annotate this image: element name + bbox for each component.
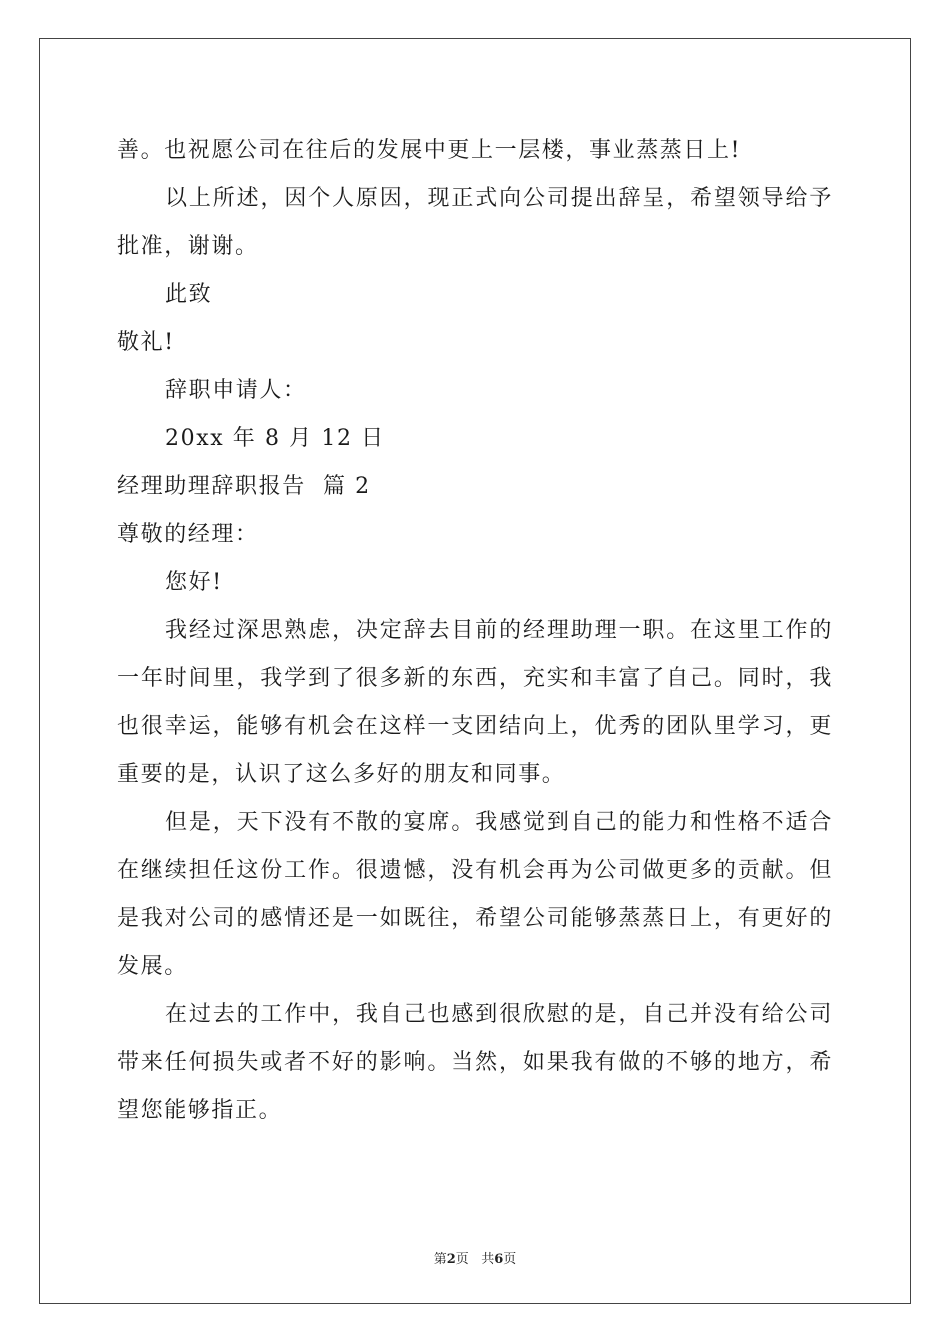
document-body (117, 127, 833, 1135)
section-title: 经理助理辞职报告 篇 2 (117, 474, 371, 499)
paragraph-request-approval: 以上所述，因个人原因，现正式向公司提出辞呈，希望领导给予批准，谢谢。 (117, 186, 833, 259)
date-line: 20xx 年 8 月 12 日 (165, 426, 385, 451)
paragraph-reflection: 在过去的工作中，我自己也感到很欣慰的是，自己并没有给公司带来任何损失或者不好的影响。当然，如果我有做的不够的地方，希望您能够指正。 (117, 1002, 833, 1123)
applicant-signature-line: 辞职申请人： (165, 378, 307, 403)
salutation-jingli: 敬礼! (117, 330, 175, 355)
greeting-hello: 您好! (165, 570, 223, 595)
total-suffix: 页 (503, 1252, 517, 1267)
page-number: 2 (446, 1252, 456, 1267)
page-prefix: 第 (433, 1252, 447, 1267)
page-footer (0, 1248, 950, 1267)
paragraph-decision: 我经过深思熟虑，决定辞去目前的经理助理一职。在这里工作的一年时间里，我学到了很多新的东西，充实和丰富了自己。同时，我也很幸运，能够有机会在这样一支团结向上，优秀的团队里学习，更重要的是，认识了这么多好的朋友和同事。 (117, 618, 833, 787)
total-pages: 6 (494, 1252, 504, 1267)
total-prefix: 共 (481, 1252, 495, 1267)
paragraph-closing-wish: 善。也祝愿公司在往后的发展中更上一层楼，事业蒸蒸日上! (117, 138, 742, 163)
salutation-cizhi: 此致 (165, 282, 213, 307)
paragraph-reason: 但是，天下没有不散的宴席。我感觉到自己的能力和性格不适合在继续担任这份工作。很遗憾，没有机会再为公司做更多的贡献。但是我对公司的感情还是一如既往，希望公司能够蒸蒸日上，有更好的发展。 (117, 810, 833, 979)
greeting-addressee: 尊敬的经理： (117, 522, 259, 547)
page-suffix: 页 (455, 1252, 469, 1267)
